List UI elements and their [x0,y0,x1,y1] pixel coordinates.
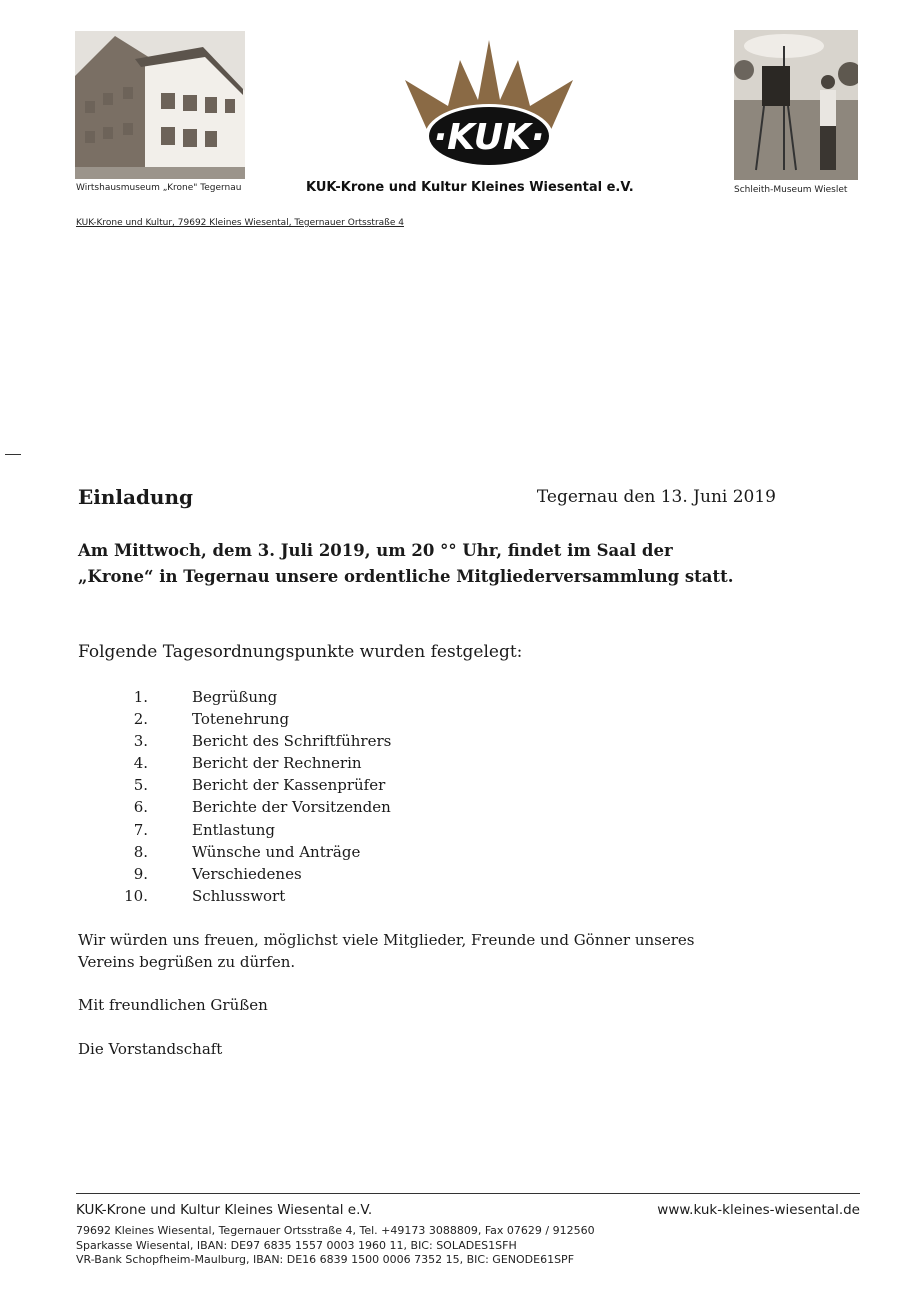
meeting-announcement [78,538,808,590]
signature: Die Vorstandschaft [78,1040,223,1058]
sender-address-line: KUK-Krone und Kultur, 79692 Kleines Wiesental, Tegernauer Ortsstraße 4 [76,218,404,228]
logo-text: ·KUK· [433,117,545,158]
footer-org-name: KUK-Krone und Kultur Kleines Wiesental e.V. [76,1202,373,1218]
left-photo-caption: Wirtshausmuseum „Krone" Tegernau [76,183,242,193]
agenda-text: Bericht der Kassenprüfer [192,776,386,795]
footer-website: www.kuk-kleines-wiesental.de [657,1202,860,1218]
announcement-line-1: Am Mittwoch, dem 3. Juli 2019, um 20 °° Uhr, findet im Saal der [78,541,673,560]
krone-museum-photo [75,31,245,179]
agenda-text: Bericht der Rechnerin [192,754,362,773]
announcement-line-2: „Krone“ in Tegernau unsere ordentliche Mitgliederversammlung statt. [78,567,734,586]
fold-mark [5,454,21,455]
footer-bank-2: VR-Bank Schopfheim-Maulburg, IBAN: DE16 6839 1500 0006 7352 15, BIC: GENODE61SPF [76,1253,575,1266]
place-date: Tegernau den 13. Juni 2019 [536,487,776,507]
agenda-number: 6. [133,798,148,817]
agenda-number: 1. [133,688,148,706]
agenda-intro: Folgende Tagesordnungspunkte wurden festgelegt: [78,642,523,662]
closing-paragraph [78,929,695,973]
organization-title: KUK-Krone und Kultur Kleines Wiesental e.V. [306,180,634,195]
agenda-number: 7. [133,820,148,839]
agenda-text: Entlastung [192,820,276,839]
agenda-number: 10. [124,886,148,905]
agenda-number: 4. [133,754,148,773]
closing-line-1: Wir würden uns freuen, möglichst viele Mitglieder, Freunde und Gönner unseres [78,931,695,949]
greeting: Mit freundlichen Grüßen [78,996,268,1014]
agenda-number: 8. [133,842,148,861]
agenda-text: Schlusswort [192,886,286,905]
agenda-text: Begrüßung [192,688,278,706]
agenda-text: Wünsche und Anträge [192,842,361,861]
footer-address: 79692 Kleines Wiesental, Tegernauer Ortsstraße 4, Tel. +49173 3088809, Fax 07629 / 912560 [76,1224,595,1237]
closing-line-2: Vereins begrüßen zu dürfen. [78,953,296,971]
agenda-number: 9. [133,864,148,883]
agenda-text: Berichte der Vorsitzenden [192,798,391,817]
agenda-number: 5. [133,776,148,795]
agenda-number: 2. [133,710,148,729]
kuk-crown-logo [400,40,578,172]
schleith-museum-photo [734,30,858,180]
footer-bank-1: Sparkasse Wiesental, IBAN: DE97 6835 1557 0003 1960 11, BIC: SOLADES1SFH [76,1239,517,1252]
agenda-number: 3. [133,732,148,751]
agenda-text: Bericht des Schriftführers [192,732,392,751]
right-photo-caption: Schleith-Museum Wieslet [734,185,848,195]
agenda-text: Totenehrung [192,710,290,729]
letter-title: Einladung [78,485,193,509]
agenda-text: Verschiedenes [192,864,302,883]
footer-divider [76,1193,860,1194]
